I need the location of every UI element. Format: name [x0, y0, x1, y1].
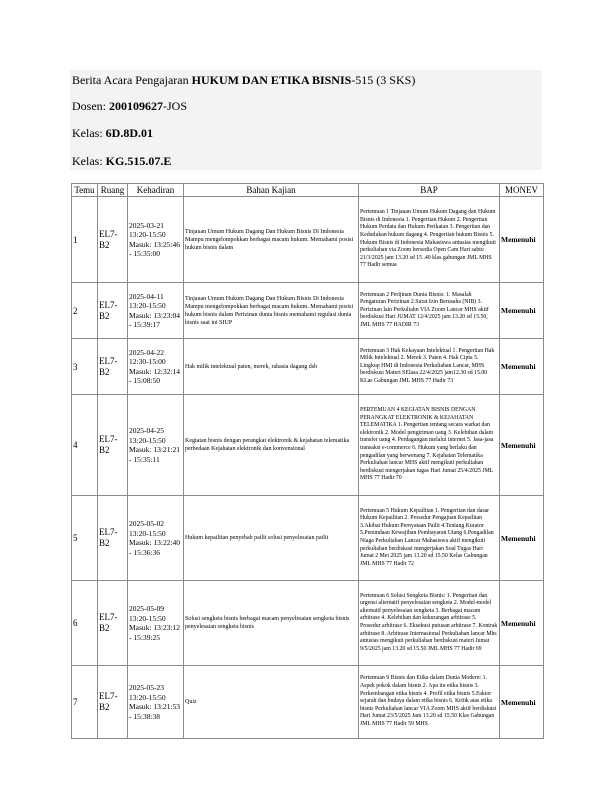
table-row — [72, 197, 544, 283]
title-prefix: Berita Acara Pengajaran — [72, 73, 192, 87]
col-header-monev: MONEV — [500, 184, 544, 197]
bap-table — [71, 183, 544, 739]
cell-bap: Pertemuan 5 Hukum Kepailitan 1. Pengertian dan dasar Hukum Kepailitan 2. Prosedur Pengajuan Kepailitan 3.Akibat Hukum Pernyataan Pailit 4.Tentang Kurator 5.Penundaan Kewajiban Pembayaran Utang 6.Pengadilan Niaga Perkuliahan Lancar Mahasiswa aktif mengikuti perkuliahan berdiskusi mengerjakan Soal Tugas Hari Jumat 2 Mei 2025 jam 13.20 sd 15.50 Kelas Gabungan JML MHS 77 Hadir 72 — [359, 496, 500, 581]
cell-monev: Memenuhi — [500, 283, 544, 339]
col-header-kehadiran: Kehadiran — [128, 184, 184, 197]
cell-temu: 2 — [72, 283, 98, 339]
cell-monev: Memenuhi — [500, 395, 544, 496]
cell-bap: Pertemuan 6 Solusi Sengketa Bisnis: 1. Pengertian dan urgensi alternatif penyelesaian sengketa 2. Model-model alternatif penyelesaian sengketa 3. Berbagai macam arbitrase 4. Kelebihan dan kekurangan arbitrase 5. Prosedur arbitrase 6. Eksekusi putusan arbitrase 7. Kontrak arbitrase 8. Arbitrase Internasional Perkuliahan lancar Mhs antusias mengikuti perkuliahan berdiskusi materi Jumat 9/5/2025 jam 13.20 sd 15.50 JML MHS 77 Hadir 69 — [359, 581, 500, 666]
col-header-bap: BAP — [359, 184, 500, 197]
cell-temu: 7 — [72, 666, 98, 739]
cell-monev: Memenuhi — [500, 197, 544, 283]
course-name: HUKUM DAN ETIKA BISNIS — [191, 73, 352, 87]
dosen-id: 200109627 — [109, 99, 163, 113]
cell-bap: Pertemuan 2 Perijinan Dunia Bisnis: 1. Masalah Pengaturan Perizinan 2.Surat Izin Berusaha (NIB) 3. Perizinan lain Perkuliahn VIA Zoom Lancar MHS aktif berdiskusi Hari JUMAT 12/4/2025 jam 13.20 sd 15.50, JML MHS 77 HADIR 73 — [359, 283, 500, 339]
dosen-line — [72, 99, 187, 113]
cell-ruang: EL7-B2 — [98, 666, 128, 739]
dosen-label: Dosen: — [72, 99, 109, 113]
cell-kehadiran: 2025-05-23 13:20-15:50 Masuk: 13:21:53 - 15:38:38 — [128, 666, 184, 739]
cell-kehadiran: 2025-05-09 13:20-15:50 Masuk: 13:23:12 - 15:39:25 — [128, 581, 184, 666]
table-row — [72, 339, 544, 395]
table-row — [72, 283, 544, 339]
cell-bahan-kajian: Tinjauan Umum Hukum Dagang Dan Hukum Bisnis Di Indonesia Mampu mengelompokkan berbagai macam hukum. Memahami posisi hukum bisnis dalam — [184, 197, 359, 283]
cell-ruang: EL7-B2 — [98, 395, 128, 496]
cell-bap: Pertemuan 1 Tinjauan Umum Hukum Dagang dan Hukum Bisnis di Indonesia 1. Pengertian Hukum 2. Pengertian Hukum Perdata dan Hukum Perikatan 3. Pengertian dan Kedudukan hukum dagang 4. Pengertian hukum Bisnis 5. Hukum Bisnis di Indonesia Mahasiswa antusias mengikuti perkuliahan via Zoom bersedia Open Cam Hari sabtu 21/3/2025 jam 13.20 sd 15 .40 klas gabungan JML MHS 77 Hadir semua — [359, 197, 500, 283]
table-header-row — [72, 184, 544, 197]
table-row — [72, 496, 544, 581]
cell-bahan-kajian: Quiz — [184, 666, 359, 739]
cell-bap: PERTEMUAN 4 KEGIATAN BISNIS DENGAN PERANGKAT ELEKTRONIK & KEJAHATAN TELEMATIKA 1. Pengertian tentang secara warkat dan elektronik 2. Model pengiriman uang 3. Kelebihan dalam transfer uang 4. Perdagangan melalui internet 5. Jasa-jasa transaksi e-commerce 6. Hukum yang berlaku dan pengadilan yang berwenang 7. Kejahatan Telematika Perkuliahan lancar MHS aktif mengikuti perkuliahan berdiskusi mengerjakan tugas Hari Jumat 25/4/2025 JML MHS 77 Hadir 70 — [359, 395, 500, 496]
cell-temu: 5 — [72, 496, 98, 581]
cell-temu: 4 — [72, 395, 98, 496]
kelas-value: 6D.8D.01 — [105, 126, 153, 140]
cell-kehadiran: 2025-04-25 13:20-15:50 Masuk: 13:21:21 - 15:35:11 — [128, 395, 184, 496]
cell-kehadiran: 2025-04-22 12:30-15:00 Masuk: 12:32:14 - 15:08:50 — [128, 339, 184, 395]
kelas-line-2 — [72, 154, 171, 168]
cell-ruang: EL7-B2 — [98, 339, 128, 395]
cell-monev: Memenuhi — [500, 496, 544, 581]
cell-bap: Pertemuan 3 Hak Kekayaan Intelektual 1. Pengertian Hak Milik Intelektual 2. Merek 3. Paten 4. Hak Cipta 5. Lingkup HMI di Indonesia Perkuliahan Lancar, MHS berdiskusi Materi SElasa 22/4/2025 jam12.30 sd 15.00 KLas Gabungan JML MHS 77 Hadir 73 — [359, 339, 500, 395]
table-row — [72, 666, 544, 739]
cell-temu: 1 — [72, 197, 98, 283]
cell-ruang: EL7-B2 — [98, 197, 128, 283]
table-row — [72, 395, 544, 496]
kelas-label: Kelas: — [72, 154, 106, 168]
cell-bahan-kajian: Hak milik intelektual paten, merek, rahasia dagang dsb — [184, 339, 359, 395]
dosen-suffix: -JOS — [163, 99, 188, 113]
col-header-bahan-kajian: Bahan Kajian — [184, 184, 359, 197]
cell-bahan-kajian: Kegiatan bisnis dengan perangkat elektronik & kejahatan telematika perbedaan Kejahatan elektronik dan konvensional — [184, 395, 359, 496]
table-row — [72, 581, 544, 666]
cell-bahan-kajian: Tinjauan Umum Hukum Dagang Dan Hukum Bisnis Di Indonesia Mampu mengelompokkan berbagai macam hukum. Memahami posisi hukum bisnis dalam Perizinan dunia bisnis memahami regulasi dunia bisnis saat ini SIUP — [184, 283, 359, 339]
cell-ruang: EL7-B2 — [98, 581, 128, 666]
cell-bahan-kajian: Solusi sengketa bisnis berbagai macam penyelesaian sengketa bisnis penyelesaian sengketa bisnis — [184, 581, 359, 666]
cell-kehadiran: 2025-04-11 13:20-15:50 Masuk: 13:23:04 - 15:39:17 — [128, 283, 184, 339]
cell-monev: Memenuhi — [500, 666, 544, 739]
cell-temu: 6 — [72, 581, 98, 666]
col-header-temu: Temu — [72, 184, 98, 197]
kelas-value: KG.515.07.E — [105, 154, 172, 168]
title-suffix: -515 (3 SKS) — [351, 73, 416, 87]
kelas-label: Kelas: — [72, 126, 106, 140]
kelas-line-1 — [72, 126, 153, 140]
cell-ruang: EL7-B2 — [98, 496, 128, 581]
cell-monev: Memenuhi — [500, 339, 544, 395]
cell-monev: Memenuhi — [500, 581, 544, 666]
cell-ruang: EL7-B2 — [98, 283, 128, 339]
course-title-line — [72, 73, 415, 87]
cell-kehadiran: 2025-05-02 13:20-15:50 Masuk: 13:22:40 - 15:36:36 — [128, 496, 184, 581]
col-header-ruang: Ruang — [98, 184, 128, 197]
cell-kehadiran: 2025-03-21 13:20-15:50 Masuk: 13:25:46 - 15:35:00 — [128, 197, 184, 283]
cell-bahan-kajian: Hukum kepailitan penyebab pailit solusi penyelesaian pailit — [184, 496, 359, 581]
cell-bap: Pertemuan 9 Bisnis dan Etika dalam Dunia Modern: 1. Aspek pokok dalam bisnis 2. Apa itu etika bisnis 3. Perkembangan etika bisnis 4. Profil etika bisnis 5.Faktor sejarah dan budaya dalam etika bisnis 6. Kritik atas etika bisnis Perkuliahan lancar VIA Zoom MHS aktif berdiskusi Hari Jumat 23/5/2025 Jam 13.20 sd 15.50 Klas Gabungan JML MHS 77 Hadir 59 MHS — [359, 666, 500, 739]
cell-temu: 3 — [72, 339, 98, 395]
